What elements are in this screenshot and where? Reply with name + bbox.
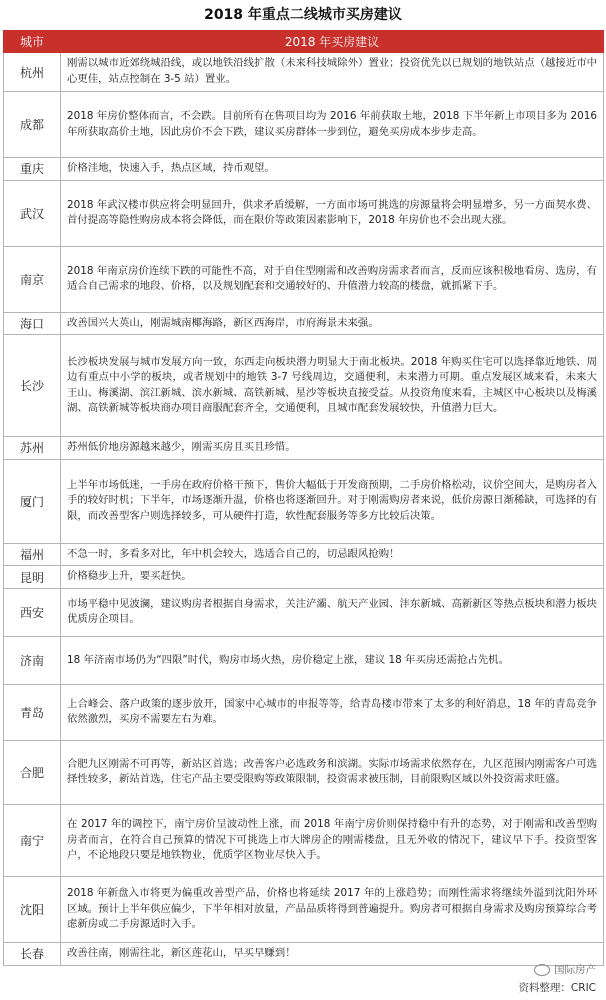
watermark [518, 963, 596, 997]
table-row [4, 459, 604, 543]
advice-cell: 长沙板块发展与城市发展方向一致，东西走向板块潜力明显大于南北板块。2018 年购买住宅可以选择靠近地铁、周边有重点中小学的板块，或者规划中的地铁 3-7 号线周边，交通便利，未来潜力可期。重点发展区域来看，未来大王山、梅溪湖、滨江新城、滨水新城、高铁新城、星沙等板块直接受益。从投资角度来看，主城区中心板块以及梅溪湖、高铁新城等板块商办项目商服配套齐全，交通便利，且城市配套发展较快，升值潜力巨大。 [61, 335, 604, 437]
city-cell: 苏州 [4, 437, 61, 460]
city-cell: 厦门 [4, 459, 61, 543]
advice-cell: 上半年市场低迷，一手房在政府价格干预下，售价大幅低于开发商预期，二手房价格松动，议价空间大，是购房者入手的较好时机；下半年，市场逐渐升温，价格也将逐渐回升。对于刚需购房者来说，低价房源日渐稀缺，可选择的有限，而改善型客户则选择较多，可从硬件打造，软性配套服务等多方比较后决策。 [61, 459, 604, 543]
city-cell: 成都 [4, 92, 61, 158]
advice-table [3, 30, 604, 966]
advice-cell: 价格稳步上升，要买赶快。 [61, 566, 604, 589]
advice-cell: 上合峰会、落户政策的逐步放开，国家中心城市的申报等等，给青岛楼市带来了太多的利好消息，18 年的青岛竞争依然激烈，买房不需要左右为难。 [61, 684, 604, 740]
table-row [4, 312, 604, 335]
advice-cell: 2018 年房价整体而言，不会跌。目前所有在售项目均为 2016 年前获取土地，2018 下半年新上市项目多为 2016 年所获取高价土地，因此房价不会下跌，建议买房群体一步到位，避免买房成本步步走高。 [61, 92, 604, 158]
brand-name: 国际房产 [554, 963, 596, 976]
table-row [4, 246, 604, 312]
advice-cell: 苏州低价地房源越来越少，刚需买房且买且珍惜。 [61, 437, 604, 460]
city-cell: 长春 [4, 942, 61, 965]
advice-cell: 改善往南，刚需往北，新区莲花山，早买早赚到！ [61, 942, 604, 965]
table-row [4, 804, 604, 876]
city-cell: 重庆 [4, 158, 61, 181]
city-cell: 武汉 [4, 180, 61, 246]
city-cell: 杭州 [4, 53, 61, 92]
table-row [4, 566, 604, 589]
table-row [4, 92, 604, 158]
city-cell: 合肥 [4, 740, 61, 804]
city-cell: 南宁 [4, 804, 61, 876]
page-title: 2018 年重点二线城市买房建议 [204, 7, 402, 23]
advice-cell: 不急一时，多看多对比，年中机会较大，选适合自己的，切忌跟风抢购！ [61, 543, 604, 566]
advice-cell: 2018 年新盘入市将更为偏重改善型产品，价格也将延续 2017 年的上涨趋势；而刚性需求将继续外溢到沈阳外环区域。预计上半年供应偏少，下半年相对放量，产品品质将得到普遍提升。购房者可根据自身需求及购房预算综合考虑新房或二手房源适时入手。 [61, 876, 604, 942]
table-row [4, 740, 604, 804]
city-cell: 西安 [4, 588, 61, 636]
table-header-row [4, 31, 604, 53]
advice-cell: 2018 年南京房价连续下跌的可能性不高，对于自住型刚需和改善购房需求者而言，反而应该积极地看房、选房，有适合自己需求的地段、价格，以及规划配套和交通较好的、升值潜力较高的楼盘，就抓紧下手。 [61, 246, 604, 312]
source-credit: 资料整理：CRIC [518, 982, 596, 994]
city-cell: 南京 [4, 246, 61, 312]
city-cell: 青岛 [4, 684, 61, 740]
advice-cell: 2018 年武汉楼市供应将会明显回升，供求矛盾缓解，一方面市场可挑选的房源量将会明显增多，另一方面契水费、首付提高等隐性购房成本将会降低，而在限价等政策因素影响下，2018 年房价也不会出现大涨。 [61, 180, 604, 246]
city-cell: 海口 [4, 312, 61, 335]
city-cell: 昆明 [4, 566, 61, 589]
header-city: 城市 [4, 31, 61, 53]
brand-logo [534, 963, 596, 978]
table-row [4, 684, 604, 740]
wechat-bubble-icon [534, 964, 550, 976]
advice-cell: 合肥九区刚需不可再等，新站区首选；改善客户必选政务和滨湖。实际市场需求依然存在，九区范围内刚需客户可选择性较多，新站首选，住宅产品主要受限购等政策限制，投资需求被压制，目前限购区域以外投资需求旺盛。 [61, 740, 604, 804]
table-row [4, 158, 604, 181]
table-row [4, 942, 604, 965]
advice-cell: 刚需以城市近郊绕城沿线，或以地铁沿线扩散（未来科技城除外）置业；投资优先以已规划的地铁站点（越接近市中心更佳，站点控制在 3-5 站）置业。 [61, 53, 604, 92]
advice-cell: 价格洼地，快速入手，热点区域，持币观望。 [61, 158, 604, 181]
table-row [4, 53, 604, 92]
advice-cell: 市场平稳中见波澜，建议购房者根据自身需求，关注浐灞、航天产业园、沣东新城、高新新区等热点板块和潜力板块优质房企项目。 [61, 588, 604, 636]
table-row [4, 180, 604, 246]
city-cell: 福州 [4, 543, 61, 566]
advice-cell: 改善国兴大英山，刚需城南椰海路，新区西海岸，市府海景未来强。 [61, 312, 604, 335]
header-advice: 2018 年买房建议 [61, 31, 604, 53]
city-cell: 长沙 [4, 335, 61, 437]
city-cell: 济南 [4, 636, 61, 684]
city-cell: 沈阳 [4, 876, 61, 942]
table-row [4, 335, 604, 437]
table-row [4, 437, 604, 460]
table-row [4, 543, 604, 566]
table-row [4, 588, 604, 636]
advice-cell: 在 2017 年的调控下，南宁房价呈波动性上涨，而 2018 年南宁房价则保持稳中有升的态势，对于刚需和改善型购房者而言，在符合自己预算的情况下可挑选上市大牌房企的刚需楼盘，且无外收的情况下，建议早下手。投资型客户，不论地段只要是地铁物业，优质学区物业尽快入手。 [61, 804, 604, 876]
table-row [4, 876, 604, 942]
table-row [4, 636, 604, 684]
advice-cell: 18 年济南市场仍为“四限”时代，购房市场火热，房价稳定上涨，建议 18 年买房还需抢占先机。 [61, 636, 604, 684]
